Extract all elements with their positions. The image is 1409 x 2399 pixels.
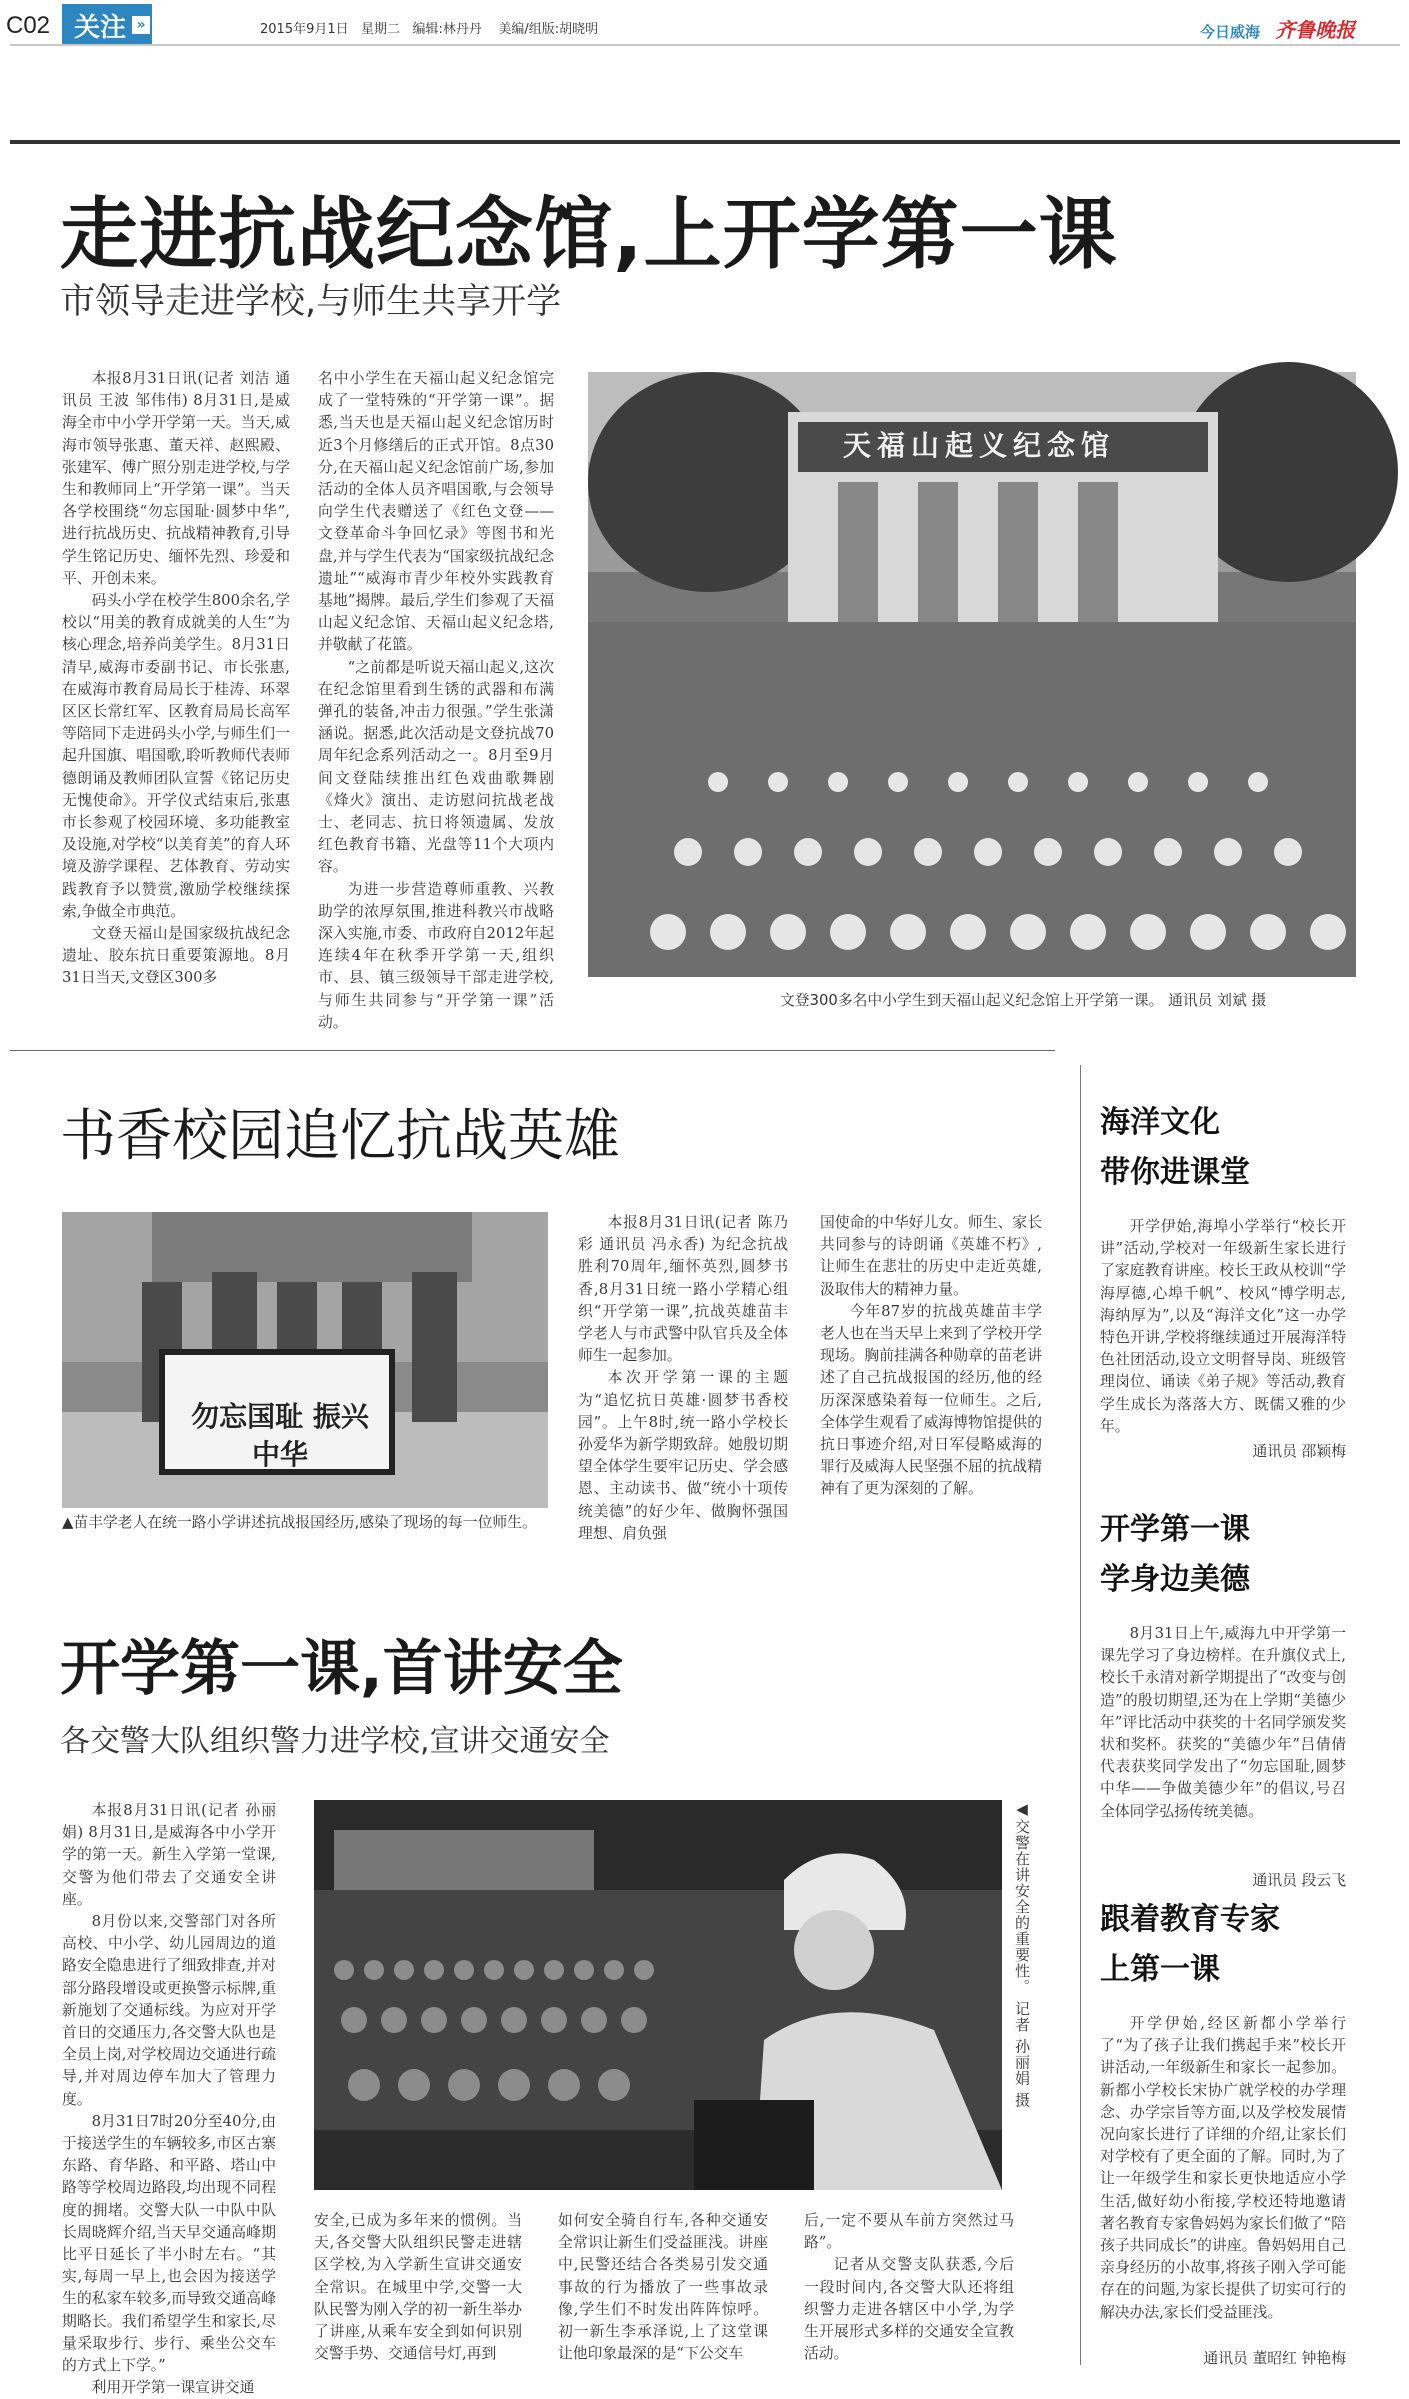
paragraph: 今年87岁的抗战英雄苗丰学老人也在当天早上来到了学校开学现场。胸前挂满各种勋章的苗老讲述了自己抗战报国的经历,他的经历深深感染着每一位师生。之后,全体学生观看了威海博物馆提供的抗日事迹介绍,对日军侵略威海的罪行及威海人民坚强不屈的抗战精神有了更为深刻的了解。 xyxy=(820,1302,1042,1498)
paragraph: 开学伊始,经区新都小学举行了“为了孩子让我们携起手来”校长开讲活动,一年级新生和家长一起参加。新都小学校长宋协广就学校的办学理念、办学宗旨等方面,以及学校发展情况向家长进行了详细的介绍,让家长们对学校有了更全面的了解。同时,为了让一年级学生和家长更快地适应小学生活,做好幼小衔接,学校还特地邀请著名教育专家鲁妈妈为家长们做了“陪孩子共同成长”的讲座。鲁妈妈用自己亲身经历的小故事,将孩子刚入学可能存在的问题,为家长提供了切实可行的解决办法,家长们受益匪浅。 xyxy=(1100,2015,1346,2321)
story3-column-4 xyxy=(804,2210,1014,2363)
paragraph: 利用开学第一课宣讲交通 xyxy=(91,2379,255,2397)
sidebar-title-line2: 上第一课 xyxy=(1100,1952,1220,1987)
story3-column-1 xyxy=(62,1800,276,2397)
story3-column-2 xyxy=(314,2210,522,2363)
story1-subhead: 市领导走进学校,与师生共享开学 xyxy=(60,282,562,322)
brand-logo: 齐鲁晚报 xyxy=(1275,18,1356,42)
section-label: 关注 xyxy=(74,12,127,43)
paragraph: 8月份以来,交警部门对各所高校、中小学、幼儿园周边的道路安全隐患进行了细致排查,并对部分路段增设或更换警示标牌,重新施划了交通标线。为应对开学首日的交通压力,各交警大队也是全员上岗,对学校周边交通进行疏导,并对周边停车加大了管理力度。 xyxy=(62,1913,276,2108)
paragraph: 记者从交警支队获悉,今后一段时间内,各交警大队还将组织警力走进各辖区中小学,为学生开展形式多样的交通安全宣教活动。 xyxy=(804,2256,1014,2363)
story2-photo-caption: ▲苗丰学老人在统一路小学讲述抗战报国经历,感染了现场的每一位师生。 xyxy=(62,1514,537,1531)
sidebar-byline: 通讯员 段云飞 xyxy=(1252,1872,1346,1889)
story3-column-3 xyxy=(558,2210,768,2363)
sidebar-divider xyxy=(1080,1065,1081,2365)
story1-photo-caption: 文登300多名中小学生到天福山起义纪念馆上开学第一课。 通讯员 刘斌 摄 xyxy=(780,992,1267,1009)
hero-veteran-photo xyxy=(62,1212,548,1508)
sidebar-title-line2: 带你进课堂 xyxy=(1100,1155,1250,1190)
story1-column-1 xyxy=(62,368,290,1018)
sidebar-title-line2: 学身边美德 xyxy=(1100,1562,1250,1597)
memorial-banner: 天福山起义纪念馆 xyxy=(843,429,1116,462)
sidebar-byline: 通讯员 董昭红 钟艳梅 xyxy=(1203,2350,1346,2367)
paragraph: 码头小学在校学生800余名,学校以“用美的教育成就美的人生”为核心理念,培养尚美学生。8月31日清早,威海市委副书记、市长张惠,在威海市教育局局长于桂涛、环翠区区长常红军、区教育局局长高军等陪同下走进码头小学,与师生们一起升国旗、唱国歌,聆听教师代表师德朗诵及教师团队宣誓《铭记历史 无愧使命》。开学仪式结束后,张惠市长参观了校园环境、多功能教室及设施,对学校“以美育美”的育人环境及游学课程、艺体教育、劳动实践教育予以赞赏,激励学校继续探索,争做全市典范。 xyxy=(62,592,290,920)
paragraph: 如何安全骑自行车,各种交通安全常识让新生们受益匪浅。讲座中,民警还结合各类易引发交通事故的行为播放了一些事故录像,学生们不时发出阵阵惊呼。初一新生李承泽说,上了这堂课让他印象最深的是“下公交车 xyxy=(558,2212,768,2363)
paragraph: 8月31日上午,威海九中开学第一课先学习了身边榜样。在升旗仪式上,校长千永清对新学期提出了“改变与创造”的殷切期望,还为在上学期“美德少年”评比活动中获奖的十名同学颁发奖状和奖杯。获奖的“美德少年”吕倩倩代表获奖同学发出了“勿忘国耻,圆梦中华——争做美德少年”的倡议,号召全体同学弘扬传统美德。 xyxy=(1100,1625,1346,1820)
paragraph: “之前都是听说天福山起义,这次在纪念馆里看到生锈的武器和布满弹孔的装备,冲击力很强。”学生张潇涵说。据悉,此次活动是文登抗战70周年纪念系列活动之一。8月至9月间文登陆续推出红色戏曲歌舞剧《烽火》演出、走访慰问抗战老战士、老同志、抗日将领遗属、发放红色教育书籍、光盘等11个大项内容。 xyxy=(318,658,554,876)
divider xyxy=(10,1050,1055,1051)
sidebar-item-2 xyxy=(1100,1505,1346,1890)
paragraph: 文登天福山是国家级抗战纪念遗址、胶东抗日重要策源地。8月31日当天,文登区300多 xyxy=(62,925,290,987)
page-number: C02 xyxy=(6,12,51,39)
header-rule xyxy=(10,44,1400,46)
police-photo-illustration xyxy=(314,1800,1002,2190)
paragraph: 本报8月31日讯(记者 刘洁 通讯员 王波 邹伟伟) 8月31日,是威海全市中小学开学第一天。当天,威海市领导张惠、董天祥、赵熙殿、张建军、傅广照分别走进学校,与学生和教师同上“开学第一课”。当天各学校围绕“勿忘国耻·圆梦中华”,进行抗战历史、抗战精神教育,引导学生铭记历史、缅怀先烈、珍爱和平、开创未来。 xyxy=(62,370,290,587)
chevron-right-icon: » xyxy=(132,16,150,34)
sidebar-text xyxy=(1100,1623,1346,1865)
sub-brand: 今日威海 xyxy=(1200,23,1261,41)
story1-column-2 xyxy=(318,368,554,1031)
story2-headline: 书香校园追忆抗战英雄 xyxy=(60,1104,620,1169)
paragraph: 开学伊始,海埠小学举行“校长开讲”活动,学校对一年级新生家长进行了家庭教育讲座。校长王政从校训“学海厚德,心埠千帆”、校风“博学明志,海纳厚为”,以及“海洋文化”这一办学特色开讲,学校将继续通过开展海洋特色社团活动,设立文明督导岗、班级管理岗位、诵读《弟子规》等活动,教育学生成长为落落大方、既儒又雅的少年。 xyxy=(1100,1218,1346,1435)
paragraph: 本报8月31日讯(记者 孙丽娟) 8月31日,是威海各中小学开学的第一天。新生入学第一堂课,交警为他们带去了交通安全讲座。 xyxy=(62,1802,276,1908)
paragraph: 国使命的中华好儿女。师生、家长共同参与的诗朗诵《英雄不朽》,让师生在悲壮的历史中走近英雄,汲取伟大的精神力量。 xyxy=(820,1214,1042,1298)
memorial-hall-photo xyxy=(588,372,1356,977)
paragraph: 本报8月31日讯(记者 陈乃彩 通讯员 冯永香) 为纪念抗战胜利70周年,缅怀英烈,圆梦书香,8月31日统一路小学精心组织“开学第一课”,抗战英雄苗丰学老人与市武警中队官兵及全体师生一起参加。 xyxy=(578,1214,788,1365)
story3-photo-caption: ◀交警在讲安全的重要性。 记者 孙丽娟 摄 xyxy=(1013,1800,1031,2109)
designer: 美编/组版:胡晓明 xyxy=(498,22,599,37)
sidebar-item-1 xyxy=(1100,1098,1346,1461)
paragraph: 本次开学第一课的主题为“追忆抗日英雄·圆梦书香校园”。上午8时,统一路小学校长孙爱华为新学期致辞。她殷切期望全体学生要牢记历史、学会感恩、主动读书、做“统小十项传统美德”的好少年、做胸怀强国理想、肩负强 xyxy=(578,1369,788,1542)
story2-column-2 xyxy=(820,1212,1042,1552)
issue-weekday: 星期二 xyxy=(361,22,401,37)
paragraph: 8月31日7时20分至40分,由于接送学生的车辆较多,市区古寨东路、育华路、和平路、塔山中路等学校周边路段,均出现不同程度的拥堵。交警大队一中队中队长周晓辉介绍,当天早交通高峰期比平日延长了半小时左右。“其实,每周一早上,也会因为接送学生的私家车较多,而导致交通高峰期略长。我们希望学生和家长,尽量采取步行、步行、乘坐公交车的方式上下学。” xyxy=(62,2112,276,2375)
paragraph: 为进一步营造尊师重教、兴教助学的浓厚氛围,推进科教兴市战略深入实施,市委、市政府自2012年起连续4年在秋季开学第一天,组织市、县、镇三级领导干部走进学校,与师生共同参与“开学第一课”活动。 xyxy=(318,880,554,1031)
sidebar-title-line1: 海洋文化 xyxy=(1100,1105,1220,1140)
sidebar-text xyxy=(1100,2013,1346,2343)
brand-block xyxy=(1200,14,1355,43)
editor: 编辑:林丹丹 xyxy=(412,22,482,37)
story3-headline: 开学第一课,首讲安全 xyxy=(60,1634,623,1704)
story1-headline: 走进抗战纪念馆,上开学第一课 xyxy=(60,190,1118,280)
sidebar-title-line1: 跟着教育专家 xyxy=(1100,1902,1280,1937)
paragraph: 后,一定不要从车前方突然过马路”。 xyxy=(804,2212,1014,2252)
calligraphy-scroll: 勿忘国耻 振兴中华 xyxy=(191,1400,369,1471)
header-rule-thick xyxy=(10,140,1400,144)
issue-info xyxy=(260,18,598,37)
sidebar-title-line1: 开学第一课 xyxy=(1100,1512,1250,1547)
sidebar-text xyxy=(1100,1216,1346,1436)
sidebar-item-3 xyxy=(1100,1895,1346,2368)
sidebar-byline: 通讯员 邵颖梅 xyxy=(1252,1443,1346,1460)
paragraph: 名中小学生在天福山起义纪念馆完成了一堂特殊的“开学第一课”。据悉,当天也是天福山起义纪念馆历时近3个月修缮后的正式开馆。8点30分,在天福山起义纪念馆前广场,参加活动的全体人员齐唱国歌,与会领导向学生代表赠送了《红色文登——文登革命斗争回忆录》等图书和光盘,并与学生代表为“国家级抗战纪念遗址”“威海市青少年校外实践教育基地”揭牌。最后,学生们参观了天福山起义纪念馆、天福山起义纪念塔,并敬献了花篮。 xyxy=(318,370,554,654)
story3-subhead: 各交警大队组织警力进学校,宣讲交通安全 xyxy=(60,1724,610,1759)
paragraph: 安全,已成为多年来的惯例。当天,各交警大队组织民警走进辖区学校,为入学新生宣讲交通安全常识。在城里中学,交警一大队民警为刚入学的初一新生举办了讲座,从乘车安全到如何识别交警手势、交通信号灯,再到 xyxy=(314,2212,522,2363)
traffic-police-photo xyxy=(314,1800,1002,2190)
issue-date: 2015年9月1日 xyxy=(260,22,349,37)
story2-column-1 xyxy=(578,1212,788,1552)
section-tab xyxy=(62,4,152,46)
